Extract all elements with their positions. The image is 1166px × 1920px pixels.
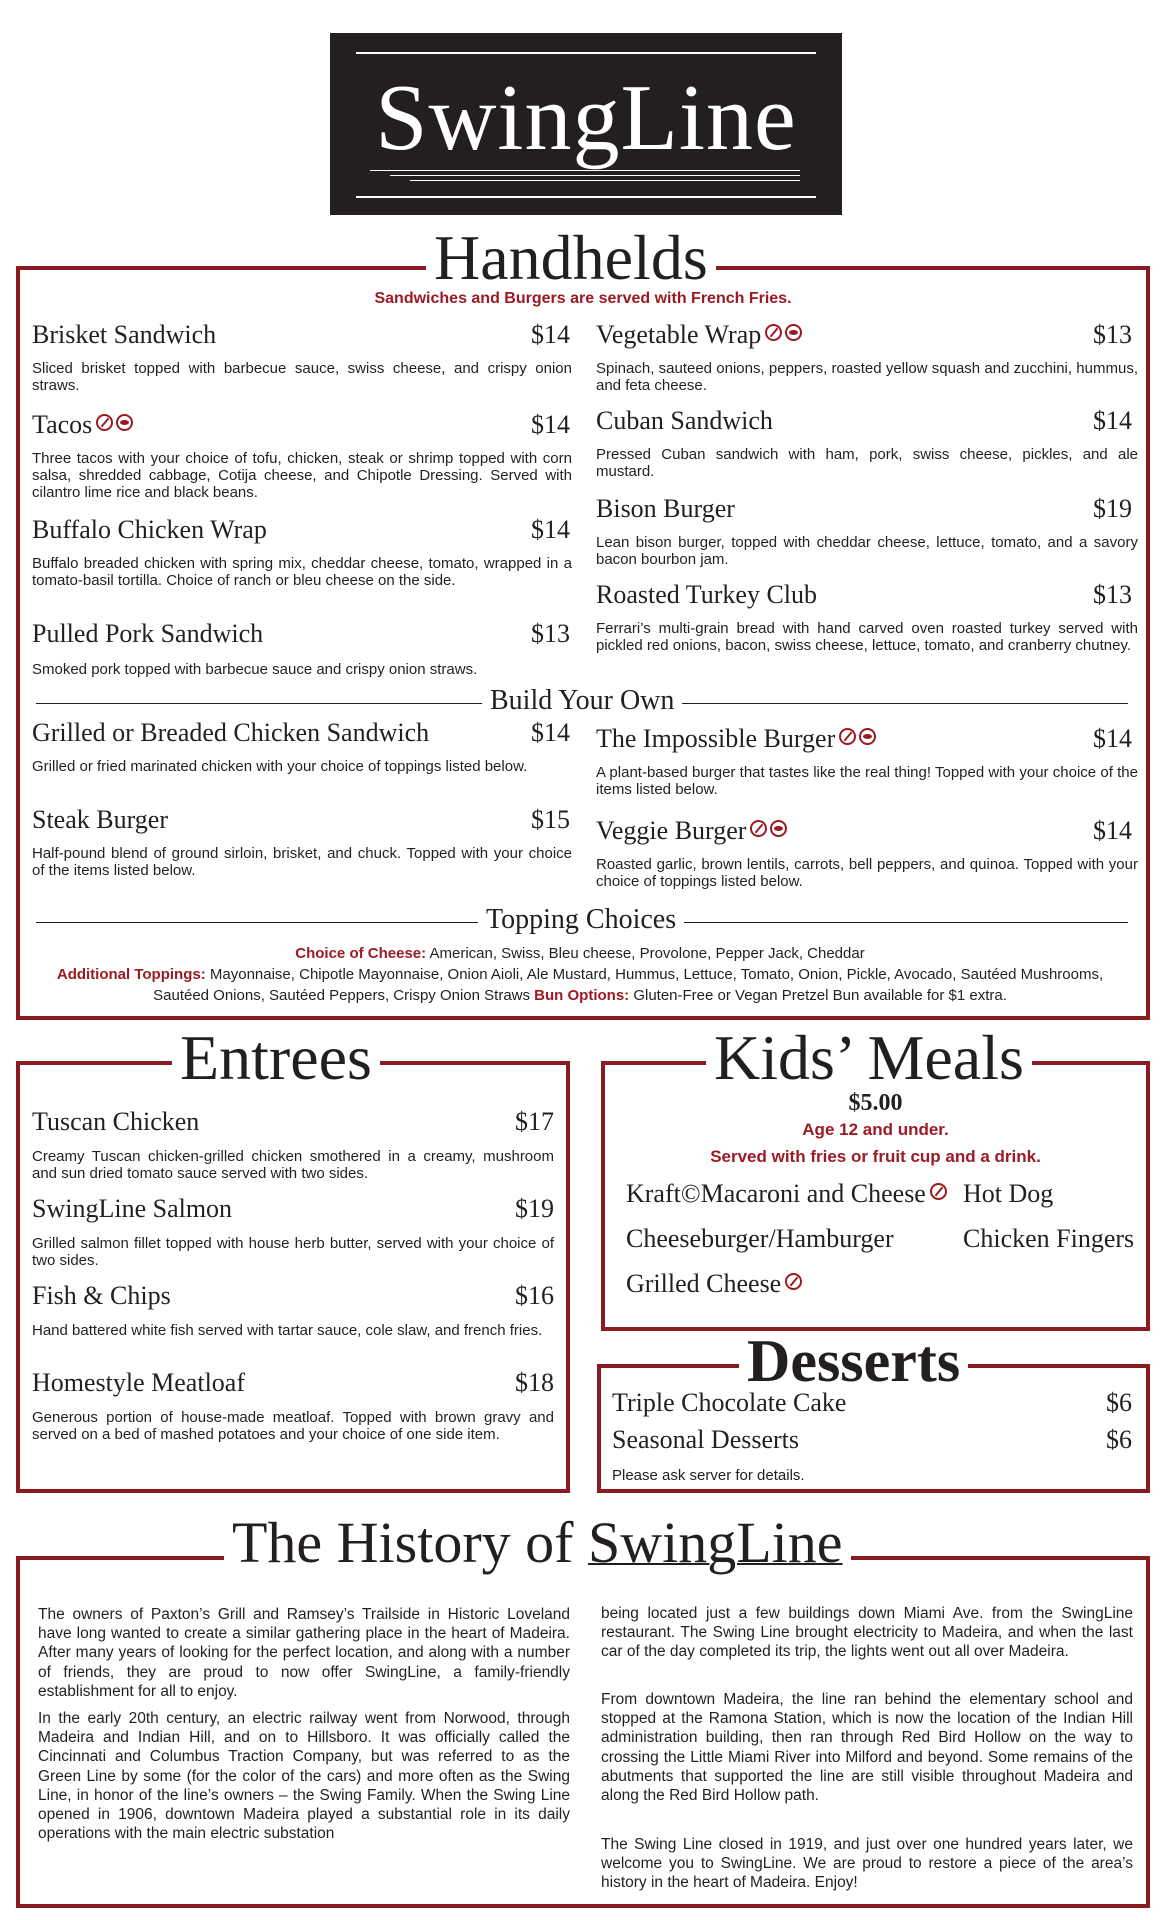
menu-item-name: Buffalo Chicken Wrap [32, 515, 267, 544]
menu-item-desc: Pressed Cuban sandwich with ham, pork, swiss cheese, pickles, and ale mustard. [596, 446, 1138, 480]
menu-item-name: Brisket Sandwich [32, 320, 217, 349]
kids-item: Hot Dog [963, 1179, 1054, 1208]
dessert-price: $6 [1106, 1425, 1132, 1454]
menu-item-name: Steak Burger [32, 805, 168, 834]
menu-item-name: Roasted Turkey Club [596, 580, 818, 609]
handhelds-note: Sandwiches and Burgers are served with French Fries. [374, 290, 792, 307]
menu-item-name: Homestyle Meatloaf [32, 1368, 245, 1397]
menu-item-desc: Lean bison burger, topped with cheddar cheese, lettuce, tomato, and a savory bacon bourbon jam. [596, 534, 1138, 568]
history-paragraph: In the early 20th century, an electric railway went from Norwood, through Madeira and Indian Hill, and on to Hillsboro. It was officially called the Cincinnati and Columbus Traction Company, but was referred to as the Green Line by some (for the color of the cars) and more often as the Swing Line, in honor of the line’s owners – the Swing Family. When the Swing Line opened in 1906, downtown Madeira played a substantial role in its daily operations with the main electric substation [38, 1710, 570, 1843]
vegetarian-icon [785, 1273, 802, 1290]
history-title-brand: SwingLine [588, 1510, 843, 1575]
logo [330, 33, 842, 215]
menu-item-desc: Spinach, sauteed onions, peppers, roasted yellow squash and zucchini, hummus, and feta cheese. [596, 360, 1138, 394]
kids-age-note: Age 12 and under. [802, 1120, 949, 1139]
menu-item-name: Grilled or Breaded Chicken Sandwich [32, 718, 430, 747]
bun-options: Gluten-Free or Vegan Pretzel Bun available for $1 extra. [633, 987, 1007, 1004]
menu-item-name: Tuscan Chicken [32, 1107, 200, 1136]
desserts-title: Desserts [739, 1331, 968, 1391]
vegetarian-icon [750, 820, 767, 837]
vegetarian-icon [930, 1183, 947, 1200]
menu-item-price: $13 [1093, 320, 1132, 349]
history-paragraph: being located just a few buildings down Miami Ave. from the SwingLine restaurant. The Swing Line brought electricity to Madeira, and when the last car of the day completed its trip, the lights went out all over Madeira. [601, 1605, 1133, 1661]
menu-item-desc: Ferrari’s multi-grain bread with hand carved oven roasted turkey served with pickled red onions, bacon, swiss cheese, lettuce, tomato, and cranberry chutney. [596, 620, 1138, 654]
menu-item-desc: Generous portion of house-made meatloaf. Topped with brown gravy and served on a bed of mashed potatoes and your choice of one side item. [32, 1409, 554, 1443]
kids-meals-title: Kids’ Meals [706, 1026, 1032, 1090]
logo-swing-line [390, 175, 800, 176]
logo-wordmark: SwingLine [375, 66, 797, 170]
menu-item-price: $14 [531, 718, 570, 747]
menu-item-price: $14 [1093, 816, 1132, 845]
additional-toppings-label: Additional Toppings: [56, 966, 206, 983]
menu-item-name: SwingLine Salmon [32, 1194, 233, 1223]
bun-options-label: Bun Options: [534, 987, 630, 1004]
menu-item-desc: Grilled or fried marinated chicken with your choice of toppings listed below. [32, 758, 528, 775]
kids-item: Chicken Fingers [963, 1224, 1135, 1253]
cheese-options: American, Swiss, Bleu cheese, Provolone, Pepper Jack, Cheddar [429, 945, 865, 962]
menu-item-price: $15 [531, 805, 570, 834]
menu-item-name: Veggie Burger [596, 818, 787, 844]
cheese-label: Choice of Cheese: [295, 945, 427, 962]
history-paragraph: The owners of Paxton’s Grill and Ramsey’s Trailside in Historic Loveland have long wanted to create a similar gathering place in the heart of Madeira. After many years of looking for the perfect location, and along with a number of friends, they are proud to now offer SwingLine, a family-friendly establishment for all to enjoy. [38, 1606, 570, 1700]
menu-item-desc: Creamy Tuscan chicken-grilled chicken smothered in a creamy, mushroom and sun dried tomato sauce served with two sides. [32, 1148, 554, 1182]
menu-item-price: $14 [531, 515, 570, 544]
menu-item-name: Tacos [32, 412, 133, 438]
menu-item-desc: Roasted garlic, brown lentils, carrots, bell peppers, and quinoa. Topped with your choice of toppings listed below. [596, 856, 1138, 890]
menu-item-desc: Smoked pork topped with barbecue sauce and crispy onion straws. [32, 661, 478, 678]
vegan-icon [859, 728, 876, 745]
menu-item-name: Cuban Sandwich [596, 406, 773, 435]
kids-item: Kraft©Macaroni and Cheese [626, 1181, 947, 1207]
vegetarian-icon [765, 324, 782, 341]
menu-item-price: $14 [531, 410, 570, 439]
additional-toppings: Mayonnaise, Chipotle Mayonnaise, Onion Aioli, Ale Mustard, Hummus, Lettuce, Tomato, Onion, Pickle, Avocado, Sautéed Mushrooms, Sautéed Onions, Sautéed Peppers, Crispy Onion Straws [153, 966, 1104, 1004]
history-paragraph: The Swing Line closed in 1919, and just over one hundred years later, we welcome you to SwingLine. We are proud to restore a piece of the area’s history in the heart of Madeira. Enjoy! [601, 1836, 1133, 1892]
entrees-title: Entrees [172, 1026, 380, 1090]
menu-item-name: Pulled Pork Sandwich [32, 619, 264, 648]
logo-swing-line [370, 170, 800, 171]
menu-item-desc: Sliced brisket topped with barbecue sauce, swiss cheese, and crispy onion straws. [32, 360, 572, 394]
menu-item-price: $19 [1093, 494, 1132, 523]
menu-item-desc: A plant-based burger that tastes like the real thing! Topped with your choice of the items listed below. [596, 764, 1138, 798]
menu-item-price: $14 [1093, 724, 1132, 753]
logo-top-rule [356, 52, 816, 54]
history-title: The History of SwingLine [224, 1514, 851, 1572]
menu-item-name: Bison Burger [596, 494, 735, 523]
menu-item-price: $14 [1093, 406, 1132, 435]
menu-item-price: $13 [1093, 580, 1132, 609]
handhelds-title: Handhelds [426, 226, 716, 290]
dessert-price: $6 [1106, 1388, 1132, 1417]
topping-choices-heading: Topping Choices [478, 906, 684, 934]
build-your-own-heading: Build Your Own [482, 687, 682, 715]
menu-item-price: $17 [515, 1107, 554, 1136]
vegetarian-icon [839, 728, 856, 745]
dessert-note: Please ask server for details. [612, 1467, 805, 1484]
vegan-icon [770, 820, 787, 837]
vegan-icon [785, 324, 802, 341]
logo-swing-line [410, 180, 800, 181]
dessert-name: Triple Chocolate Cake [612, 1388, 847, 1417]
history-paragraph: From downtown Madeira, the line ran behind the elementary school and stopped at the Ramona Station, which is now the location of the Indian Hill administration building, then ran through Red Bird Hollow on the way to crossing the Little Miami River into Milford and beyond. Some remains of the abutments that supported the line are still visible throughout Madeira and along the Red Bird Hollow path. [601, 1691, 1133, 1805]
kids-served-note: Served with fries or fruit cup and a drink. [710, 1147, 1041, 1166]
menu-item-desc: Buffalo breaded chicken with spring mix, cheddar cheese, tomato, wrapped in a tomato-basil tortilla. Choice of ranch or bleu cheese on the side. [32, 555, 572, 589]
menu-item-desc: Half-pound blend of ground sirloin, brisket, and chuck. Topped with your choice of the items listed below. [32, 845, 572, 879]
menu-item-name: Fish & Chips [32, 1281, 171, 1310]
menu-item-name: Vegetable Wrap [596, 322, 802, 348]
kids-item: Cheeseburger/Hamburger [626, 1224, 894, 1253]
logo-bottom-rule [356, 196, 816, 198]
toppings-text [40, 943, 1120, 1006]
menu-item-price: $18 [515, 1368, 554, 1397]
menu-item-price: $16 [515, 1281, 554, 1310]
kids-item: Grilled Cheese [626, 1271, 802, 1297]
menu-item-price: $13 [531, 619, 570, 648]
menu-item-name: The Impossible Burger [596, 726, 876, 752]
menu-item-desc: Hand battered white fish served with tartar sauce, cole slaw, and french fries. [32, 1322, 543, 1339]
menu-item-desc: Grilled salmon fillet topped with house herb butter, served with your choice of two sides. [32, 1235, 554, 1269]
menu-item-price: $19 [515, 1194, 554, 1223]
vegan-icon [116, 414, 133, 431]
menu-item-price: $14 [531, 320, 570, 349]
vegetarian-icon [96, 414, 113, 431]
dessert-name: Seasonal Desserts [612, 1425, 800, 1454]
kids-price: $5.00 [848, 1090, 903, 1116]
menu-item-desc: Three tacos with your choice of tofu, chicken, steak or shrimp topped with corn salsa, shredded cabbage, Cotija cheese, and Chipotle Dressing. Served with cilantro lime rice and black beans. [32, 450, 572, 501]
